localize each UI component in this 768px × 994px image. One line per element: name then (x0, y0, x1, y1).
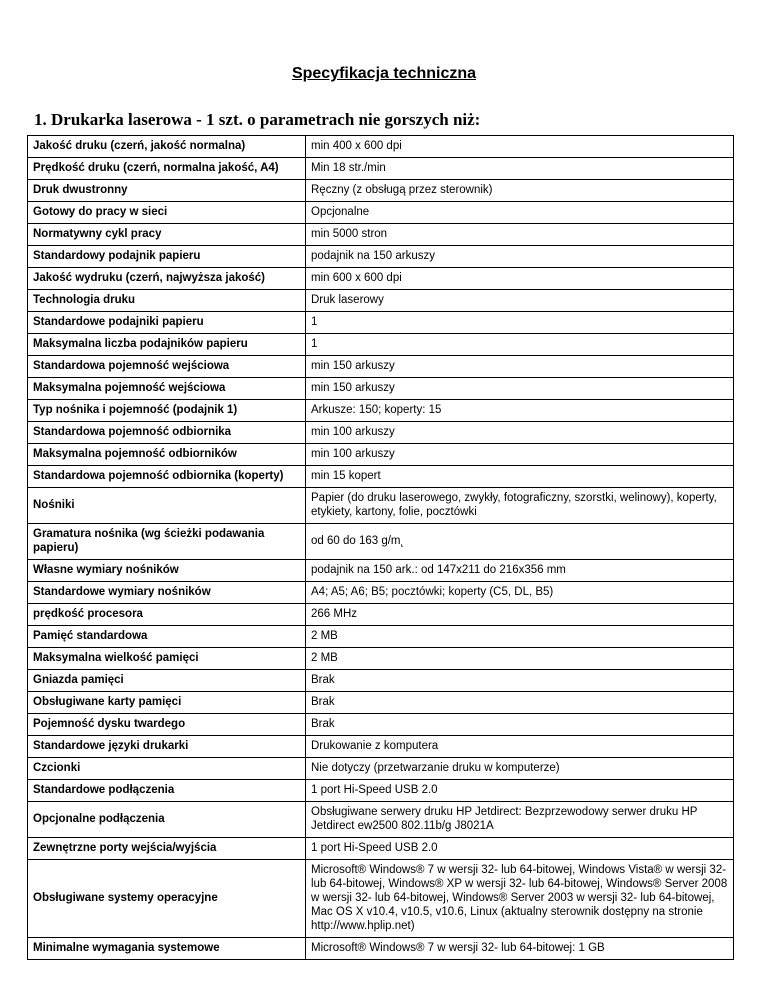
spec-label: Czcionki (28, 758, 306, 780)
table-row (28, 422, 734, 444)
table-row (28, 444, 734, 466)
spec-label: Standardowe podajniki papieru (28, 312, 306, 334)
spec-label: Standardowe podłączenia (28, 780, 306, 802)
spec-value: Brak (306, 692, 734, 714)
spec-value: od 60 do 163 g/m˛ (306, 524, 734, 560)
spec-value: Druk laserowy (306, 290, 734, 312)
spec-value: Obsługiwane serwery druku HP Jetdirect: Bezprzewodowy serwer druku HP Jetdirect ew2500 802.11b/g J8021A (306, 802, 734, 838)
spec-label: Gniazda pamięci (28, 670, 306, 692)
table-row (28, 312, 734, 334)
table-row (28, 202, 734, 224)
table-row (28, 524, 734, 560)
table-row (28, 714, 734, 736)
spec-label: Normatywny cykl pracy (28, 224, 306, 246)
spec-table (27, 135, 734, 960)
spec-label: Maksymalna pojemność odbiorników (28, 444, 306, 466)
spec-value: 1 (306, 334, 734, 356)
spec-value: 266 MHz (306, 604, 734, 626)
spec-value: min 15 kopert (306, 466, 734, 488)
table-row (28, 582, 734, 604)
spec-label: Maksymalna pojemność wejściowa (28, 378, 306, 400)
spec-value: min 400 x 600 dpi (306, 136, 734, 158)
table-row (28, 626, 734, 648)
table-row (28, 758, 734, 780)
table-row (28, 488, 734, 524)
table-row (28, 560, 734, 582)
table-row (28, 290, 734, 312)
table-row (28, 860, 734, 938)
spec-value: min 150 arkuszy (306, 356, 734, 378)
spec-value: 2 MB (306, 626, 734, 648)
spec-label: Obsługiwane karty pamięci (28, 692, 306, 714)
spec-label: Typ nośnika i pojemność (podajnik 1) (28, 400, 306, 422)
table-row (28, 378, 734, 400)
table-row (28, 736, 734, 758)
spec-value: podajnik na 150 arkuszy (306, 246, 734, 268)
spec-value: min 100 arkuszy (306, 422, 734, 444)
spec-label: Pamięć standardowa (28, 626, 306, 648)
spec-value: podajnik na 150 ark.: od 147x211 do 216x356 mm (306, 560, 734, 582)
table-row (28, 670, 734, 692)
spec-value: Drukowanie z komputera (306, 736, 734, 758)
table-row (28, 136, 734, 158)
spec-label: Jakość druku (czerń, jakość normalna) (28, 136, 306, 158)
spec-value: Min 18 str./min (306, 158, 734, 180)
table-row (28, 224, 734, 246)
table-row (28, 780, 734, 802)
table-row (28, 938, 734, 960)
spec-label: Maksymalna wielkość pamięci (28, 648, 306, 670)
page-title: Specyfikacja techniczna (291, 65, 477, 82)
spec-label: Zewnętrzne porty wejścia/wyjścia (28, 838, 306, 860)
spec-value: 1 (306, 312, 734, 334)
spec-label: Standardowy podajnik papieru (28, 246, 306, 268)
spec-value: Ręczny (z obsługą przez sterownik) (306, 180, 734, 202)
table-row (28, 648, 734, 670)
table-row (28, 604, 734, 626)
table-row (28, 838, 734, 860)
table-row (28, 268, 734, 290)
table-row (28, 466, 734, 488)
table-row (28, 334, 734, 356)
table-row (28, 802, 734, 838)
spec-value: Brak (306, 714, 734, 736)
spec-value: min 100 arkuszy (306, 444, 734, 466)
spec-label: Minimalne wymagania systemowe (28, 938, 306, 960)
spec-value: 2 MB (306, 648, 734, 670)
spec-value: Nie dotyczy (przetwarzanie druku w komputerze) (306, 758, 734, 780)
spec-label: Maksymalna liczba podajników papieru (28, 334, 306, 356)
spec-label: Standardowe wymiary nośników (28, 582, 306, 604)
spec-label: Standardowa pojemność odbiornika (koperty) (28, 466, 306, 488)
spec-label: Pojemność dysku twardego (28, 714, 306, 736)
spec-value: A4; A5; A6; B5; pocztówki; koperty (C5, DL, B5) (306, 582, 734, 604)
spec-label: Standardowa pojemność odbiornika (28, 422, 306, 444)
spec-value: min 5000 stron (306, 224, 734, 246)
spec-label: Obsługiwane systemy operacyjne (28, 860, 306, 938)
spec-value: min 600 x 600 dpi (306, 268, 734, 290)
spec-label: Gramatura nośnika (wg ścieżki podawania papieru) (28, 524, 306, 560)
spec-label: Standardowe języki drukarki (28, 736, 306, 758)
spec-label: Opcjonalne podłączenia (28, 802, 306, 838)
table-row (28, 246, 734, 268)
table-row (28, 692, 734, 714)
spec-value: 1 port Hi-Speed USB 2.0 (306, 838, 734, 860)
spec-label: Gotowy do pracy w sieci (28, 202, 306, 224)
spec-value: min 150 arkuszy (306, 378, 734, 400)
spec-label: Prędkość druku (czerń, normalna jakość, A4) (28, 158, 306, 180)
table-row (28, 158, 734, 180)
spec-label: Własne wymiary nośników (28, 560, 306, 582)
spec-label: prędkość procesora (28, 604, 306, 626)
spec-label: Technologia druku (28, 290, 306, 312)
spec-value: Brak (306, 670, 734, 692)
table-row (28, 180, 734, 202)
spec-value: Arkusze: 150; koperty: 15 (306, 400, 734, 422)
spec-value: 1 port Hi-Speed USB 2.0 (306, 780, 734, 802)
spec-value: Opcjonalne (306, 202, 734, 224)
table-row (28, 400, 734, 422)
spec-label: Druk dwustronny (28, 180, 306, 202)
spec-value: Microsoft® Windows® 7 w wersji 32- lub 64-bitowej: 1 GB (306, 938, 734, 960)
spec-label: Standardowa pojemność wejściowa (28, 356, 306, 378)
spec-value: Papier (do druku laserowego, zwykły, fotograficzny, szorstki, welinowy), koperty, etykiety, kartony, folie, pocztówki (306, 488, 734, 524)
spec-label: Jakość wydruku (czerń, najwyższa jakość) (28, 268, 306, 290)
spec-table-body (28, 136, 734, 960)
spec-label: Nośniki (28, 488, 306, 524)
section-heading: 1. Drukarka laserowa - 1 szt. o parametrach nie gorszych niż: (34, 110, 481, 129)
spec-value: Microsoft® Windows® 7 w wersji 32- lub 64-bitowej, Windows Vista® w wersji 32- lub 64-bitowej, Windows® XP w wersji 32- lub 64-bitowej, Windows® Server 2008 w wersji 32- lub 64-bitowej, Windows® Server 2003 w wersji 32- lub 64-bitowej, Mac OS X v10.4, v10.5, v10.6, Linux (aktualny sterownik dostępny na stronie http://www.hplip.net) (306, 860, 734, 938)
table-row (28, 356, 734, 378)
